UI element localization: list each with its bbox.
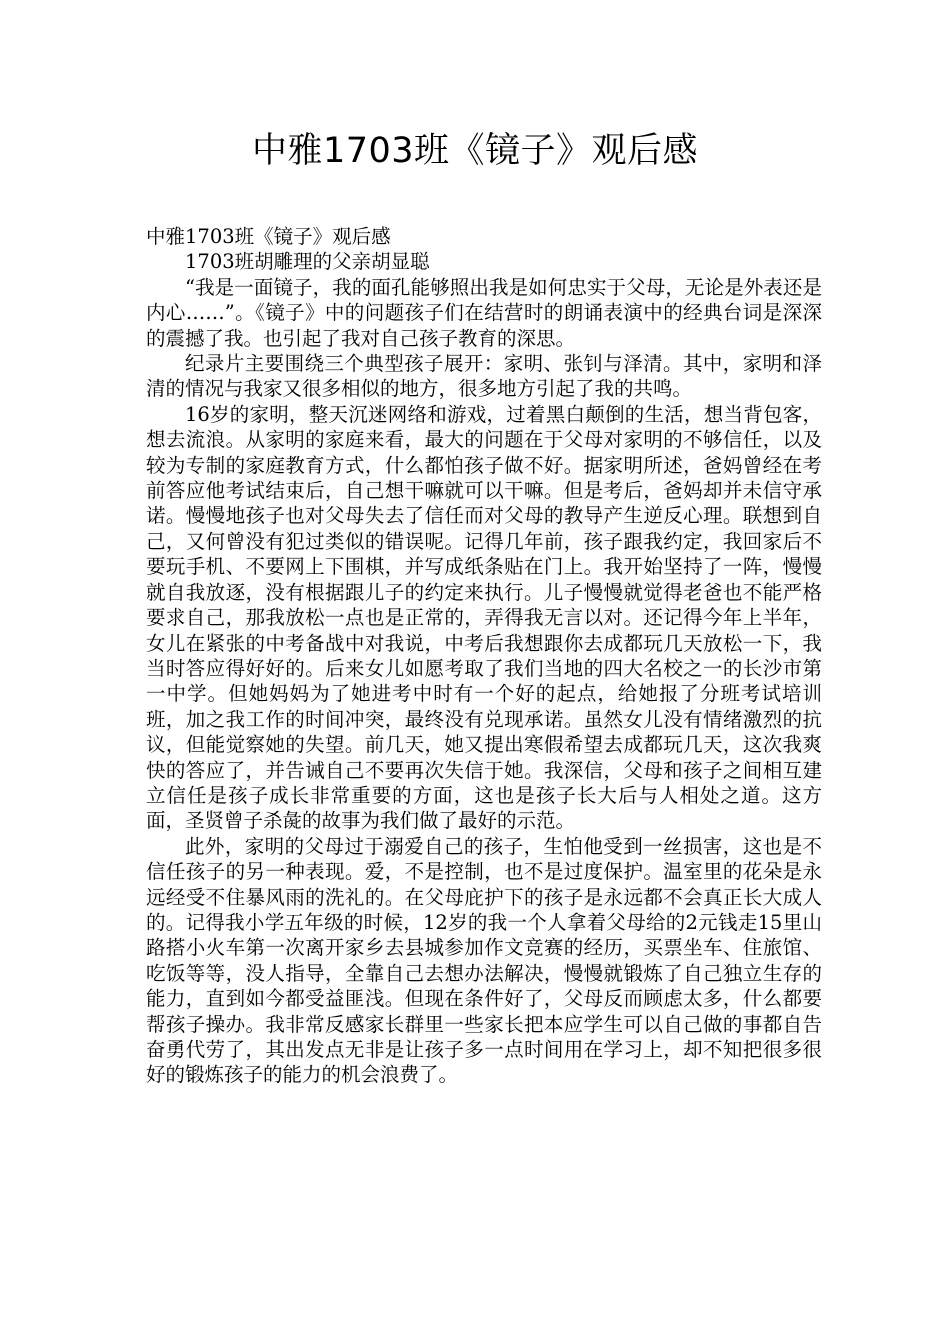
document-subtitle: 中雅1703班《镜子》观后感 [146, 225, 391, 248]
document-body [146, 224, 822, 1088]
document-author: 1703班胡雕理的父亲胡显聪 [185, 250, 430, 274]
paragraph: 纪录片主要围绕三个典型孩子展开：家明、张钊与泽清。其中，家明和泽清的情况与我家又很多相似的地方，很多地方引起了我的共鸣。 [146, 352, 822, 401]
paragraph: 16岁的家明，整天沉迷网络和游戏，过着黑白颠倒的生活，想当背包客，想去流浪。从家明的家庭来看，最大的问题在于父母对家明的不够信任，以及较为专制的家庭教育方式，什么都怕孩子做不好。据家明所述，爸妈曾经在考前答应他考试结束后，自己想干嘛就可以干嘛。但是考后，爸妈却并未信守承诺。慢慢地孩子也对父母失去了信任而对父母的教导产生逆反心理。联想到自己，又何曾没有犯过类似的错误呢。记得几年前，孩子跟我约定，我回家后不要玩手机、不要网上下围棋，并写成纸条贴在门上。我开始坚持了一阵，慢慢就自我放逐，没有根据跟儿子的约定来执行。儿子慢慢就觉得老爸也不能严格要求自己，那我放松一点也是正常的，弄得我无言以对。还记得今年上半年，女儿在紧张的中考备战中对我说，中考后我想跟你去成都玩几天放松一下，我当时答应得好好的。后来女儿如愿考取了我们当地的四大名校之一的长沙市第一中学。但她妈妈为了她进考中时有一个好的起点，给她报了分班考试培训班，加之我工作的时间冲突，最终没有兑现承诺。虽然女儿没有情绪激烈的抗议，但能觉察她的失望。前几天，她又提出寒假希望去成都玩几天，这次我爽快的答应了，并告诫自己不要再次失信于她。我深信，父母和孩子之间相互建立信任是孩子成长非常重要的方面，这也是孩子长大后与人相处之道。这方面，圣贤曾子杀彘的故事为我们做了最好的示范。 [146, 402, 822, 833]
paragraph: “我是一面镜子，我的面孔能够照出我是如何忠实于父母，无论是外表还是内心……”。《镜子》中的问题孩子们在结营时的朗诵表演中的经典台词是深深的震撼了我。也引起了我对自己孩子教育的深思。 [146, 275, 822, 350]
paragraph: 此外，家明的父母过于溺爱自己的孩子，生怕他受到一丝损害，这也是不信任孩子的另一种表现。爱，不是控制，也不是过度保护。温室里的花朵是永远经受不住暴风雨的洗礼的。在父母庇护下的孩子是永远都不会真正长大成人的。记得我小学五年级的时候，12岁的我一个人拿着父母给的2元钱走15里山路搭小火车第一次离开家乡去县城参加作文竞赛的经历，买票坐车、住旅馆、吃饭等等，没人指导，全靠自己去想办法解决，慢慢就锻炼了自己独立生存的能力，直到如今都受益匪浅。但现在条件好了，父母反而顾虑太多，什么都要帮孩子操办。我非常反感家长群里一些家长把本应学生可以自己做的事都自告奋勇代劳了，其出发点无非是让孩子多一点时间用在学习上，却不知把很多很好的锻炼孩子的能力的机会浪费了。 [146, 834, 822, 1087]
document-title: 中雅1703班《镜子》观后感 [251, 131, 699, 171]
